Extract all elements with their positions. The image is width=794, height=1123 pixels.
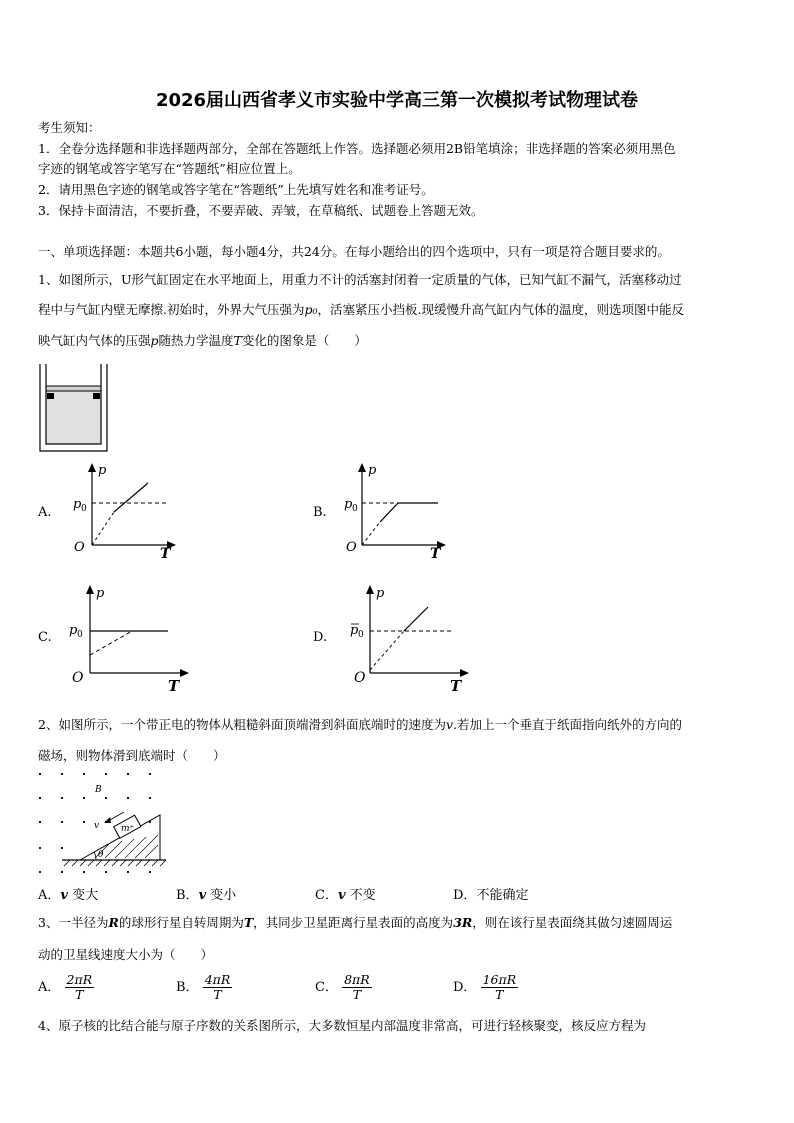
question-1-line: 映气缸内气体的压强p随热力学温度T变化的图象是（ ） [38,333,367,348]
axis-label-T: T [430,546,441,562]
svg-text:0: 0 [81,504,87,514]
origin-label: O [72,670,84,686]
section-heading: 一、单项选择题：本题共6小题，每小题4分，共24分。在每小题给出的四个选项中，只有一项是符合题目要求的。 [38,244,670,259]
field-dot [39,821,41,823]
field-dot [61,871,63,873]
notice-item: 2．请用黑色字迹的钢笔或答字笔在“答题纸”上先填写姓名和准考证号。 [38,182,434,197]
axis-label-p: p [368,463,377,478]
ground-hatching [64,860,166,866]
field-dot [105,773,107,775]
field-dot [39,871,41,873]
field-dot [83,773,85,775]
question-1-line: 1、如图所示，U形气缸固定在水平地面上，用重力不计的活塞封闭着一定质量的气体，已知气缸不漏气，活塞移动过 [38,272,682,287]
p0-label: p [69,623,78,638]
field-dot [61,797,63,799]
field-label: B [95,785,102,795]
field-dot [127,773,129,775]
field-dot [83,821,85,823]
page-title: 2026届山西省孝义市实验中学高三第一次模拟考试物理试卷 [155,90,639,111]
axis-label-T: T [450,677,462,695]
q2-option-c: C．v 不变 [315,888,376,903]
field-dot [105,871,107,873]
q3-option-c: C． $\frac{8\pi R}{T}$ [315,972,370,1002]
question-2-line: 2、如图所示，一个带正电的物体从粗糙斜面顶端滑到斜面底端时的速度为v.若加上一个垂直于纸面指向纸外的方向的 [38,717,683,732]
notice-item: 3．保持卡面清洁，不要折叠，不要弄破、弄皱，在草稿纸、试题卷上答题无效。 [38,203,484,218]
notice-item: 字迹的钢笔或答字笔写在“答题纸”相应位置上。 [38,161,301,176]
svg-text:0: 0 [352,504,358,514]
q2-option-a: A．v 变大 [38,888,99,903]
field-dot [149,797,151,799]
axis-label-p: p [96,586,105,601]
question-4-line: 4、原子核的比结合能与原子序数的关系图所示，大多数恒星内部温度非常高，可进行轻核聚变，核反应方程为 [38,1018,646,1033]
origin-label: O [354,670,366,686]
q3-option-d: D． $\frac{16\pi R}{T}$ [453,972,517,1002]
svg-text:0: 0 [358,630,364,640]
field-dot [39,797,41,799]
q3-option-a: A． $\frac{2\pi R}{T}$ [38,972,93,1002]
svg-text:0: 0 [77,630,83,640]
origin-label: O [346,540,357,555]
question-2-line: 磁场，则物体滑到底端时（ ） [38,748,226,763]
field-dot [39,847,41,849]
question-3-line: 3、一半径为R的球形行星自转周期为T，其同步卫星距离行星表面的高度为3R，则在该行星表面绕其做匀速圆周运 [38,915,673,930]
notice-heading: 考生须知： [38,120,101,135]
velocity-label: v [94,821,100,831]
q2-option-d: D．不能确定 [453,888,529,903]
origin-label: O [74,540,85,555]
option-c-label: C. [38,630,52,645]
field-dot [83,797,85,799]
field-dot [127,871,129,873]
p0-label: p [73,497,82,512]
field-dot [149,871,151,873]
question-3-line: 动的卫星线速度大小为（ ） [38,947,214,962]
symbol-p0: p₀ [304,302,318,317]
field-dot [61,773,63,775]
angle-label: θ [98,850,104,860]
axis-label-T: T [160,546,171,562]
field-dot [61,847,63,849]
notice-item: 1．全卷分选择题和非选择题两部分，全部在答题纸上作答。选择题必须用2B铅笔填涂；非选择题的答案必须用黑色 [38,141,676,156]
option-b-label: B. [313,505,327,520]
q3-option-b: B． $\frac{4\pi R}{T}$ [176,972,231,1002]
p0-label: p [350,623,359,638]
question-1-line: 程中与气缸内壁无摩擦.初始时，外界大气压强为p₀，活塞紧压小挡板.现缓慢升高气缸内气体的温度，则选项图中能反 [38,302,684,317]
field-dot [83,871,85,873]
field-dot [61,821,63,823]
axis-label-p: p [376,586,385,601]
q2-option-b: B．v 变小 [176,888,237,903]
field-dot [149,773,151,775]
option-a-label: A. [38,505,52,520]
axis-label-T: T [168,677,180,695]
option-d-label: D. [313,630,328,645]
field-dot [127,797,129,799]
axis-label-p: p [98,463,107,478]
block-label: m⁺ [121,824,135,834]
p0-label: p [344,497,353,512]
field-dot [39,773,41,775]
field-dot [105,797,107,799]
